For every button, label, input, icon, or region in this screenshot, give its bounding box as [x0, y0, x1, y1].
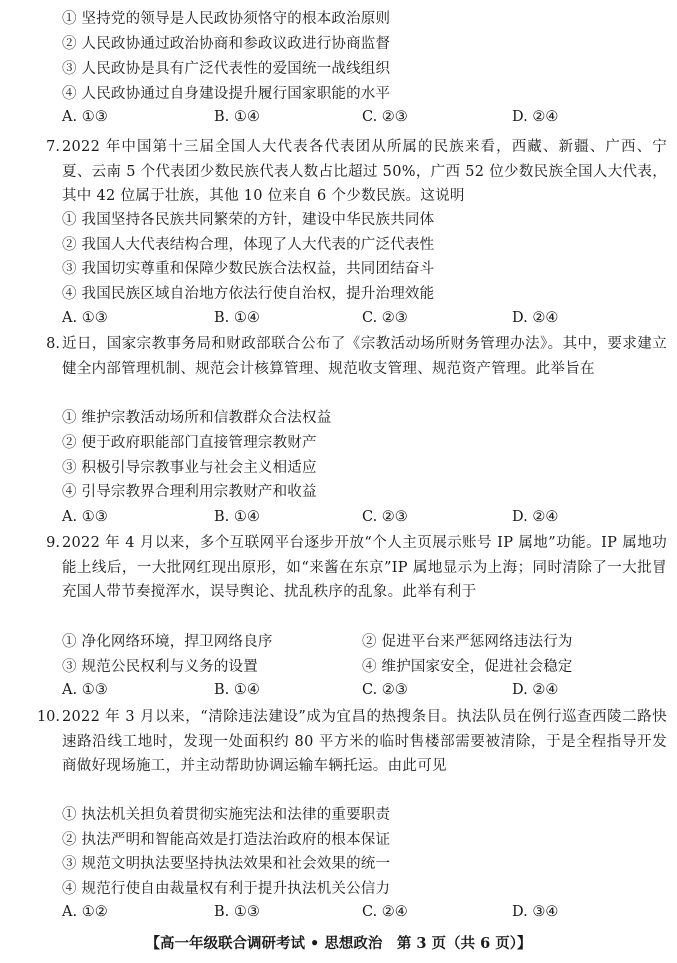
q8-number: 8.: [46, 336, 60, 352]
q8-option-a: A. ①③: [62, 509, 108, 525]
q9-option-c: C. ②③: [362, 682, 408, 698]
q6-statement-1: ① 坚持党的领导是人民政协须恪守的根本政治原则: [62, 11, 391, 27]
q7-statement-3: ③ 我国切实尊重和保障少数民族合法权益，共同团结奋斗: [62, 261, 435, 277]
q10-statement-3: ③ 规范文明执法要坚持执法效果和社会效果的统一: [62, 856, 391, 872]
page-footer: 【高一年级联合调研考试 • 思想政治 第 3 页（共 6 页）】: [145, 935, 532, 952]
q6-statement-4: ④ 人民政协通过自身建设提升履行国家职能的水平: [62, 86, 391, 102]
q9-option-d: D. ②④: [512, 682, 559, 698]
q8-statement-1: ① 维护宗教活动场所和信教群众合法权益: [62, 410, 332, 426]
q7-statement-2: ② 我国人大代表结构合理，体现了人大代表的广泛代表性: [62, 237, 435, 253]
q6-statement-2: ② 人民政协通过政治协商和参政议政进行协商监督: [62, 36, 391, 52]
q6-option-d: D. ②④: [512, 109, 559, 125]
q7-option-d: D. ②④: [512, 310, 559, 326]
q8-stem: 近日，国家宗教事务局和财政部联合公布了《宗教活动场所财务管理办法》。其中，要求建立健全内部管理机制、规范会计核算管理、规范收支管理、规范资产管理。此举旨在: [62, 336, 667, 377]
q6-statement-3: ③ 人民政协是具有广泛代表性的爱国统一战线组织: [62, 61, 391, 77]
q7-stem: 2022 年中国第十三届全国人大代表各代表团从所属的民族来看，西藏、新疆、广西、宁夏、云南 5 个代表团少数民族代表人数占比超过 50%，广西 52 位少数民族全国人大代表，其中 42 位属于壮族，其他 10 位来自 6 个少数民族。这说明: [62, 139, 667, 204]
q9-option-b: B. ①④: [214, 682, 260, 698]
q9-option-a: A. ①③: [62, 682, 108, 698]
q6-option-b: B. ①④: [214, 109, 260, 125]
q10-statement-1: ① 执法机关担负着贯彻实施宪法和法律的重要职责: [62, 807, 391, 823]
q7-option-a: A. ①③: [62, 310, 108, 326]
q9-statement-4: ④ 维护国家安全，促进社会稳定: [362, 659, 573, 675]
q9-stem: 2022 年 4 月以来，多个互联网平台逐步开放“个人主页展示账号 IP 属地”功能。IP 属地功能上线后，一大批网红现出原形，如“来酱在东京”IP 属地显示为上海；同时清除了一大批冒充国人带节奏搅浑水，误导舆论、扰乱秩序的乱象。此举有利于: [62, 535, 667, 600]
q8-statement-3: ③ 积极引导宗教事业与社会主义相适应: [62, 460, 317, 476]
q10-option-d: D. ③④: [512, 904, 559, 920]
q9-statement-3: ③ 规范公民权利与义务的设置: [62, 659, 258, 675]
q10-options: [62, 902, 662, 922]
q7-option-c: C. ②③: [362, 310, 408, 326]
q9-options: [62, 680, 662, 700]
q9-statement-2: ② 促进平台来严惩网络违法行为: [362, 634, 573, 650]
q9-statement-1: ① 净化网络环境，捍卫网络良序: [62, 634, 273, 650]
q10-option-b: B. ①③: [214, 904, 260, 920]
q8-options: [62, 507, 662, 527]
q7-options: [62, 308, 662, 328]
q6-option-c: C. ②③: [362, 109, 408, 125]
q10-number: 10.: [36, 709, 60, 725]
q7-statement-4: ④ 我国民族区域自治地方依法行使自治权，提升治理效能: [62, 286, 435, 302]
q7-number: 7.: [46, 139, 60, 155]
q7-statement-1: ① 我国坚持各民族共同繁荣的方针，建设中华民族共同体: [62, 212, 435, 228]
q6-option-a: A. ①③: [62, 109, 108, 125]
q8-statement-4: ④ 引导宗教界合理利用宗教财产和收益: [62, 484, 317, 500]
q6-options: [62, 107, 662, 127]
q10-option-c: C. ②④: [362, 904, 408, 920]
q8-option-b: B. ①④: [214, 509, 260, 525]
q7-option-b: B. ①④: [214, 310, 260, 326]
q8-option-c: C. ②③: [362, 509, 408, 525]
q8-option-d: D. ②④: [512, 509, 559, 525]
q10-statement-2: ② 执法严明和智能高效是打造法治政府的根本保证: [62, 832, 391, 848]
q8-statement-2: ② 便于政府职能部门直接管理宗教财产: [62, 435, 317, 451]
q10-option-a: A. ①②: [62, 904, 108, 920]
q10-stem: 2022 年 3 月以来，“清除违法建设”成为宜昌的热搜条目。执法队员在例行巡查西陵二路快速路沿线工地时，发现一处面积约 80 平方米的临时售楼部需要被清除，于是全程指导开发商做好现场施工，并主动帮助协调运输车辆托运。由此可见: [62, 709, 667, 774]
q10-statement-4: ④ 规范行使自由裁量权有利于提升执法机关公信力: [62, 881, 391, 897]
q9-number: 9.: [46, 535, 60, 551]
